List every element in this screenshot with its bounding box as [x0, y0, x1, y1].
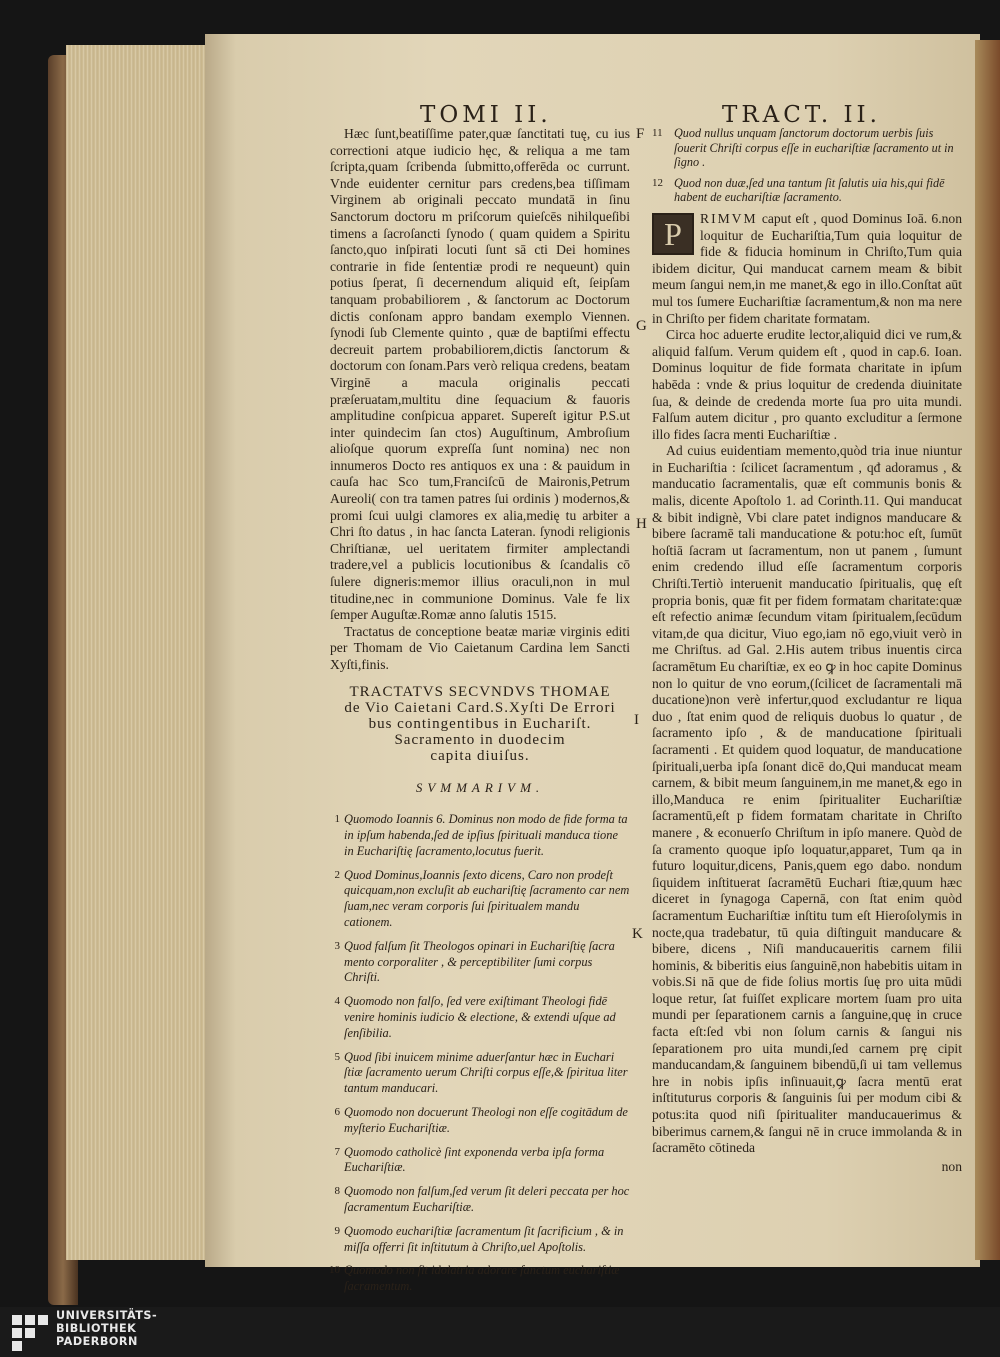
summary-list-continued [652, 126, 962, 205]
tract-title-line: bus contingentibus in Euchariſt. [368, 715, 592, 732]
summary-number: 1 [334, 813, 340, 826]
running-header-right: TRACT. II. [722, 102, 881, 128]
tract-title-line: TRACTATVS SECVNDVS THOMAE [349, 683, 611, 700]
summary-text: Quod nullus unquam ſanctorum doctorum uerbis ſuis ſouerit Chriſti corpus eſſe in euchariſtiæ ſacramento ut in ſigno . [674, 126, 954, 170]
summary-number: 9 [334, 1224, 340, 1237]
summary-item [330, 812, 630, 859]
summary-item [652, 126, 962, 170]
opening-text: caput eſt , quod Dominus Ioā. 6.non loquitur de Euchariſtia,Tum quia loquitur de fide & fiducia hominum in Chriſto,Tum quia ibidem dicitur, Qui manducat carnem meam & bibit meum ſangui nem,in me manet,& ego in illo.Conſtat aūt mul tos ſumere Euchariſtiæ ſacramentum,& non ma nere in Chriſto per fidem charitate formatam. [652, 210, 962, 326]
summary-item [330, 1224, 630, 1256]
summary-text: Quomodo non falſum,ſed verum ſit deleri peccata per hoc ſacramentum Euchariſtiæ. [344, 1184, 630, 1214]
summary-item [330, 1263, 630, 1295]
margin-letter-i: I [634, 712, 639, 728]
summary-text: Quod non duæ,ſed una tantum ſit ſalutis uia his,qui fidē habent de euchariſtiæ ſacramento. [674, 175, 945, 205]
summary-number: 2 [334, 868, 340, 881]
summary-item [330, 994, 630, 1041]
opening-paragraph [652, 211, 962, 327]
page-stack-edge [66, 45, 226, 1260]
summary-item [652, 176, 962, 205]
summary-number: 8 [334, 1185, 340, 1198]
margin-letter-h: H [636, 516, 647, 532]
summary-item [330, 1105, 630, 1137]
summary-text: Quomodo catholicè ſint exponenda verba ipſa forma Euchariſtiæ. [344, 1144, 605, 1175]
margin-letter-f: F [636, 126, 645, 142]
catchword: non [941, 1158, 962, 1174]
library-logo-icon [10, 1313, 50, 1353]
summary-number: 3 [334, 939, 340, 952]
summary-number: 7 [334, 1145, 340, 1158]
summary-text: Quomodo non falſo, ſed vere exiſtimant Theologi fidē venire hominis iudicio & electione, & extendi uſque ad ſenſibilia. [344, 994, 616, 1040]
summary-number: 4 [334, 995, 340, 1008]
summary-heading: SVMMARIVM. [415, 779, 545, 795]
summary-text: Quomodo non docuerunt Theologi non eſſe cogitādum de myſterio Euchariſtiæ. [344, 1104, 628, 1135]
summary-text: Quod falſum ſit Theologos opinari in Euchariſtię ſacra mento corporaliter , & perceptibiliter ſumi corpus Chriſti. [344, 938, 615, 985]
tract-title-line: de Vio Caietani Card.S.Xyſti De Errori [344, 699, 616, 716]
summary-number: 11 [652, 127, 663, 139]
summary-item [330, 868, 630, 931]
dedication-paragraph: Hæc ſunt,beatiſſime pater,quæ ſanctitati tuę, cu ius correctioni atque iudicio hęc, & reliqua a me tam ſcripta,quam ſcribenda ſubmitto,offerēda oc currunt. Vnde euidenter cernitur pars credens,bea tiſſimam Virginem ab originali peccato mundatā in ſinu Sanctorum doctoru m priſcorum quieſcēs nihilqueſibi timens a ſacroſancti ſynodo ( quam quidem a Spiritu ſancto,quo inſpirati locuti ſunt sā cti Dei homines contrarie in fide ſententiæ prodi re nequeunt) quin potius ſperat, ſi decernendum aliquid eſt, ſeipſam tanquam probabiliorem , & ſanctorum ac Doctorum dictis conſonam appro bandam exemplo Viennen. ſynodi ſub Clemente quinto , quæ de baptiſmi effectu decreuit partem probabiliorem,dictis ſanctorum & doctorum con ſonam.Pars verò reliqua credens, beatam Virginē a macula originalis peccati præſeruatam,multitu dine ſequacium & fauoris amplitudine conſpicua apparet. Supereſt igitur P.S.ut inter quindecim ſan ctos) Auguſtinum, Ambroſium alioſque quorum expreſſa ſunt nomina) nec non innumeros Docto res antiquos ex una : & pauidum in cauſa hac Sco tum,Franciſcū de Maironis,Petrum Aureoli( con tra tamen patres ſui ordinis ) modernos,& promi ſcui uulgi clamores ex alia,medię tu arbiter a Chri ſto datus , in hac ſancta Lateran. ſynodi religionis Chriſtianæ, uel ueritatem firmiter amplectandi tradere,vel a publicis locutionibus & ſcandalis cō ſulere digneris:memor illius oraculi,non in mul titudine,nec in communione Dominus. Vale fe lix ſemper Auguſtæ.Romæ anno ſalutis 1515. [330, 126, 630, 623]
summary-item [330, 939, 630, 986]
right-text-column [652, 126, 962, 1175]
body-paragraph: Circa hoc aduerte erudite lector,aliquid dici ve rum,& aliquid falſum. Verum quidem eſt , quod in cap.6. Ioan. Dominus loquitur de fide formata charitate in ipſum habēda : vnde & prius loquitur de credenda diuinitate ſua, & deinde de credenda morte ſua pro uita mundi. Falſum autem dicitur , pro quanto excluditur a ſermone illo fides ſacra menti Euchariſtiæ . [652, 327, 962, 442]
tract-title-line: capita diuiſus. [430, 747, 530, 764]
tract-title-line: Sacramento in duodecim [394, 731, 566, 748]
logo-line: UNIVERSITÄTS- [56, 1309, 158, 1322]
summary-text: Quomodo Ioannis 6. Dominus non modo de fide forma ta in ipſum habenda,ſed de ipſius ſpirituali manduca tione in Euchariſtię ſacramento,locutus fuerit. [344, 812, 628, 858]
summary-text: Quomodo non ſit idolatria adorare ſanctum euchariſtiæ ſacramentum. [344, 1263, 620, 1294]
summary-number: 6 [334, 1105, 340, 1118]
summary-number: 12 [652, 176, 663, 189]
logo-line: BIBLIOTHEK [56, 1321, 137, 1335]
left-text-column [330, 126, 630, 1303]
page-right-edge [975, 40, 1000, 1260]
library-logo-text [56, 1310, 157, 1348]
summary-text: Quomodo euchariſtiæ ſacramentum ſit ſacrificium , & in miſſa offerri ſit inſtitutum à Chriſto,uel Apoſtolis. [344, 1223, 624, 1254]
margin-letter-k: K [632, 926, 643, 942]
decorated-initial: P [652, 213, 694, 255]
summary-text: Quod Dominus,Ioannis ſexto dicens, Caro non prodeſt quicquam,non excluſit ab euchariſtię ſacramento car nem ſuam,nec veram corporis ſui ſpiritualem mandu cationem. [344, 867, 630, 929]
body-paragraph: Ad cuius euidentiam memento,quòd tria inue niuntur in Euchariſtia : ſcilicet ſacramentum , qđ adoramus , & manducatio ſacramentalis, quæ eſt communis bonis & malis, dicente Apoſtolo 1. ad Corinth.11. Qui manducat & bibit indignè, Vbi clare patet indignos manducare & bibere ſacramē tali manducatione & potu:hoc eſt, ſumūt hoſtiā ſacram ut ſacramentum, non ut panem , ſumunt enim credendo illud eſſe ſacramentum corporis Chriſti.Tertiò interuenit manducatio ſpiritualis, quę eſt propria bonis, quæ fit per fidem formatam charitate:quæ eſt refectio animæ ſecundum vitam ſpiritualem,ſecūdum vitam,de qua dicitur, Viuo ego,iam nō ego,viuit verò in me Chriſtus. ad Gal. 2.His autem tribus inuentis circa ſacramētum Eu chariſtiæ, ex eo ꝙ in hoc capite Dominus non lo quitur de vno eorum,(ſcilicet de ſacramentali mā ducatione)non verè infertur,quod excludantur re liqua duo , ſtat enim quod de reliquis duobus lo quatur , de ſacramento ipſo , & de manducatione ſpirituali ſacramenti . Et quidem quod loquatur, de manducatione ſpirituali,uerba ipſa ſonant dicē do,Qui manducat meam carnem, & bibit meum ſanguinem,in me manet,& ego in illo,Manduca re enim ſpiritualiter Euchariſtiæ ſacramentū,eſt p fidem formatam charitate in Chriſto manere , & econuerſo Chriſtum in ipſo manere. Quòd de ſa cramento quoque ipſo loquatur,apparet, Tum qa in futuro loquitur,dicens, Panis,quem ego dabo. nondum ſiquidem inſtituerat ſacramētū Euchari ſtiæ,quum hæc diceret in ſynagoga Capernā, con ſtat enim quòd ſacramentum Euchariſtiæ inſtitu tum eſt Hieroſolymis in nocte,qua tradebatur, tū quia diſtinguit manducare & bibere, dicens , Niſi manducaueritis carnem filii hominis, & biberitis eius ſanguinē,non habebitis uitam in vobis.Si nā que de fide ſolius mortis ſuę pro uita mūdi loque retur, ſat fuiſſet explicare mortem ſuam pro uita mundi per ſeparationem carnis a ſanguine,quę in cruce facta eſt:ſed vbi non ſolum carnis & ſangui nis ſeparationem pro uita mundi,ſed carnem prę cipit manducandam,& ſanguinem bibendū,ſi ui tam vellemus hre in nobis ipſis inſinuauit,ꝙ ſacra mentū erat inſtituturus corporis & ſanguinis ſui per modum cibi & potus:ita quod niſi ſpiritualiter manducauerimus & biberimus carnem,& ſangui nē in cruce immolanda & in ſacramēto cōtineda [652, 443, 962, 1156]
summary-number: 5 [334, 1050, 340, 1063]
summary-list [330, 812, 630, 1295]
margin-letter-g: G [636, 318, 647, 334]
opening-word: RIMVM [700, 210, 758, 226]
summary-item [330, 1145, 630, 1177]
summary-text: Quod ſibi inuicem minime aduerſantur hæc in Euchari ſtiæ ſacramento uerum Chriſti corpus eſſe,& ſpiritua liter tantum manducari. [344, 1049, 628, 1096]
summary-item [330, 1050, 630, 1097]
summary-item [330, 1184, 630, 1216]
summary-number: 10 [329, 1264, 340, 1277]
explicit-paragraph: Tractatus de conceptione beatæ mariæ virginis editi per Thomam de Vio Caietanum Cardina lem Sancti Xyſti,finis. [330, 623, 630, 672]
logo-line: PADERBORN [56, 1334, 138, 1348]
tract-title [330, 684, 630, 764]
running-header-left: TOMI II. [420, 102, 552, 128]
